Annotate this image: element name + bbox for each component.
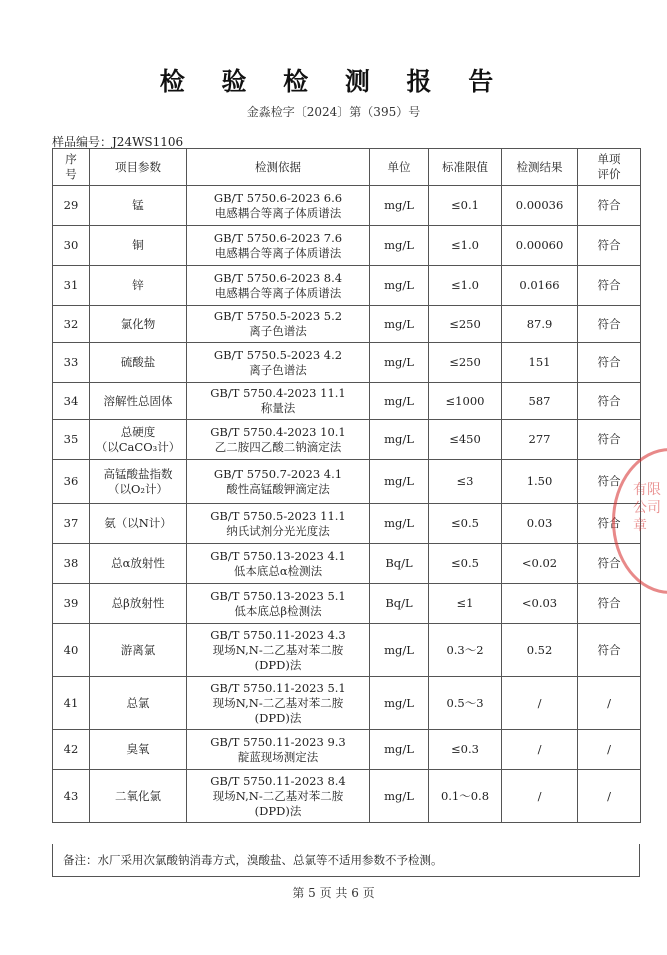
- row-result: 0.00060: [502, 226, 578, 266]
- row-basis: GB/T 5750.6-2023 6.6 电感耦合等离子体质谱法: [187, 186, 370, 226]
- row-basis: GB/T 5750.11-2023 8.4 现场N,N-二乙基对苯二胺 (DPD)法: [187, 770, 370, 823]
- row-item: 总硬度 （以CaCO₃计）: [90, 420, 187, 460]
- row-limit: ≤1.0: [429, 226, 502, 266]
- row-result: <0.03: [502, 584, 578, 624]
- row-no: 30: [53, 226, 90, 266]
- row-eval: 符合: [578, 186, 641, 226]
- table-row: [53, 504, 641, 544]
- header-no: 序 号: [53, 149, 90, 186]
- row-basis: GB/T 5750.11-2023 9.3 靛蓝现场测定法: [187, 730, 370, 770]
- row-eval: 符合: [578, 343, 641, 383]
- row-unit: mg/L: [370, 343, 429, 383]
- table-row: [53, 770, 641, 823]
- row-no: 36: [53, 460, 90, 504]
- row-unit: mg/L: [370, 306, 429, 343]
- row-eval: 符合: [578, 226, 641, 266]
- row-no: 38: [53, 544, 90, 584]
- row-result: <0.02: [502, 544, 578, 584]
- row-eval: 符合: [578, 504, 641, 544]
- table-row: [53, 226, 641, 266]
- row-limit: ≤250: [429, 306, 502, 343]
- header-unit: 单位: [370, 149, 429, 186]
- row-no: 31: [53, 266, 90, 306]
- row-item: 总氯: [90, 677, 187, 730]
- row-eval: 符合: [578, 544, 641, 584]
- test-results-table: [52, 148, 641, 823]
- row-limit: ≤0.5: [429, 504, 502, 544]
- table-row: [53, 343, 641, 383]
- row-unit: mg/L: [370, 624, 429, 677]
- row-basis: GB/T 5750.13-2023 5.1 低本底总β检测法: [187, 584, 370, 624]
- header-result: 检测结果: [502, 149, 578, 186]
- row-result: 0.0166: [502, 266, 578, 306]
- report-title: 检 验 检 测 报 告: [159, 67, 508, 96]
- row-basis: GB/T 5750.11-2023 5.1 现场N,N-二乙基对苯二胺 (DPD)法: [187, 677, 370, 730]
- row-item: 锰: [90, 186, 187, 226]
- row-limit: ≤450: [429, 420, 502, 460]
- row-unit: Bq/L: [370, 544, 429, 584]
- header-item: 项目参数: [90, 149, 187, 186]
- table-header-row: [53, 149, 641, 186]
- row-item: 总α放射性: [90, 544, 187, 584]
- row-item: 二氧化氯: [90, 770, 187, 823]
- row-no: 34: [53, 383, 90, 420]
- row-basis: GB/T 5750.4-2023 11.1 称量法: [187, 383, 370, 420]
- row-result: 87.9: [502, 306, 578, 343]
- row-no: 41: [53, 677, 90, 730]
- table-row: [53, 306, 641, 343]
- row-unit: mg/L: [370, 770, 429, 823]
- row-basis: GB/T 5750.7-2023 4.1 酸性高锰酸钾滴定法: [187, 460, 370, 504]
- row-eval: /: [578, 730, 641, 770]
- table-row: [53, 584, 641, 624]
- table-row: [53, 266, 641, 306]
- row-unit: mg/L: [370, 186, 429, 226]
- table-row: [53, 677, 641, 730]
- row-limit: ≤0.3: [429, 730, 502, 770]
- row-limit: ≤250: [429, 343, 502, 383]
- row-result: 587: [502, 383, 578, 420]
- row-unit: Bq/L: [370, 584, 429, 624]
- row-result: 0.52: [502, 624, 578, 677]
- page-number: 第 5 页 共 6 页: [292, 886, 375, 900]
- row-eval: 符合: [578, 306, 641, 343]
- row-result: 0.03: [502, 504, 578, 544]
- row-unit: mg/L: [370, 420, 429, 460]
- row-unit: mg/L: [370, 504, 429, 544]
- row-unit: mg/L: [370, 266, 429, 306]
- row-limit: ≤0.1: [429, 186, 502, 226]
- row-eval: /: [578, 770, 641, 823]
- row-no: 43: [53, 770, 90, 823]
- row-item: 硫酸盐: [90, 343, 187, 383]
- row-eval: /: [578, 677, 641, 730]
- row-unit: mg/L: [370, 226, 429, 266]
- row-basis: GB/T 5750.5-2023 5.2 离子色谱法: [187, 306, 370, 343]
- row-unit: mg/L: [370, 677, 429, 730]
- table-row: [53, 730, 641, 770]
- row-eval: 符合: [578, 460, 641, 504]
- row-eval: 符合: [578, 266, 641, 306]
- sample-number: 样品编号：J24WS1106: [52, 135, 184, 149]
- row-result: /: [502, 770, 578, 823]
- row-no: 35: [53, 420, 90, 460]
- row-item: 臭氧: [90, 730, 187, 770]
- header-basis: 检测依据: [187, 149, 370, 186]
- row-item: 铜: [90, 226, 187, 266]
- row-eval: 符合: [578, 420, 641, 460]
- row-unit: mg/L: [370, 460, 429, 504]
- row-no: 32: [53, 306, 90, 343]
- row-limit: 0.3～2: [429, 624, 502, 677]
- red-seal-stamp: 有限公司章: [612, 448, 667, 594]
- row-result: /: [502, 730, 578, 770]
- row-no: 29: [53, 186, 90, 226]
- row-result: 277: [502, 420, 578, 460]
- header-limit: 标准限值: [429, 149, 502, 186]
- row-unit: mg/L: [370, 730, 429, 770]
- row-no: 42: [53, 730, 90, 770]
- note: 备注：水厂采用次氯酸钠消毒方式，溴酸盐、总氯等不适用参数不予检测。: [52, 844, 640, 877]
- row-no: 33: [53, 343, 90, 383]
- row-item: 游离氯: [90, 624, 187, 677]
- row-item: 总β放射性: [90, 584, 187, 624]
- row-result: 0.00036: [502, 186, 578, 226]
- row-basis: GB/T 5750.5-2023 11.1 纳氏试剂分光光度法: [187, 504, 370, 544]
- row-item: 氨（以N计）: [90, 504, 187, 544]
- row-basis: GB/T 5750.4-2023 10.1 乙二胺四乙酸二钠滴定法: [187, 420, 370, 460]
- row-limit: ≤1000: [429, 383, 502, 420]
- row-item: 氯化物: [90, 306, 187, 343]
- row-limit: ≤3: [429, 460, 502, 504]
- row-item: 溶解性总固体: [90, 383, 187, 420]
- table-row: [53, 544, 641, 584]
- row-no: 39: [53, 584, 90, 624]
- row-basis: GB/T 5750.6-2023 7.6 电感耦合等离子体质谱法: [187, 226, 370, 266]
- row-eval: 符合: [578, 584, 641, 624]
- row-basis: GB/T 5750.11-2023 4.3 现场N,N-二乙基对苯二胺 (DPD)法: [187, 624, 370, 677]
- row-limit: ≤1.0: [429, 266, 502, 306]
- row-item: 锌: [90, 266, 187, 306]
- row-no: 40: [53, 624, 90, 677]
- table-row: [53, 383, 641, 420]
- row-no: 37: [53, 504, 90, 544]
- row-result: 151: [502, 343, 578, 383]
- table-row: [53, 186, 641, 226]
- row-limit: ≤0.5: [429, 544, 502, 584]
- table-row: [53, 624, 641, 677]
- row-item: 高锰酸盐指数 （以O₂计）: [90, 460, 187, 504]
- row-basis: GB/T 5750.13-2023 4.1 低本底总α检测法: [187, 544, 370, 584]
- row-unit: mg/L: [370, 383, 429, 420]
- row-eval: 符合: [578, 383, 641, 420]
- header-eval: 单项 评价: [578, 149, 641, 186]
- row-limit: ≤1: [429, 584, 502, 624]
- row-basis: GB/T 5750.5-2023 4.2 离子色谱法: [187, 343, 370, 383]
- report-number: 金淼检字〔2024〕第（395）号: [246, 105, 421, 119]
- row-result: /: [502, 677, 578, 730]
- table-row: [53, 460, 641, 504]
- table-row: [53, 420, 641, 460]
- row-result: 1.50: [502, 460, 578, 504]
- row-limit: 0.1～0.8: [429, 770, 502, 823]
- row-limit: 0.5～3: [429, 677, 502, 730]
- row-basis: GB/T 5750.6-2023 8.4 电感耦合等离子体质谱法: [187, 266, 370, 306]
- row-eval: 符合: [578, 624, 641, 677]
